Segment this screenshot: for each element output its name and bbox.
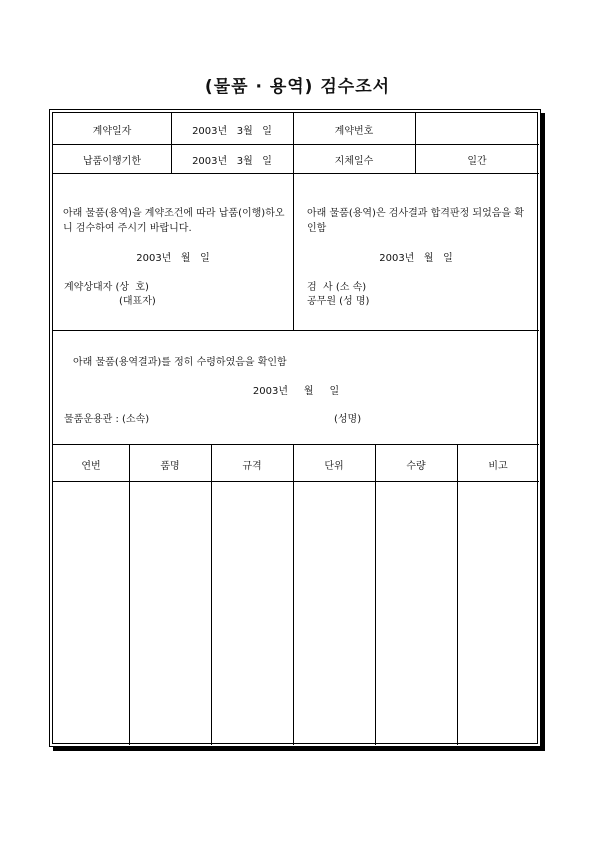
column-header-quantity: 수량 [406, 461, 426, 472]
contract-number-label: 계약번호 [334, 126, 374, 137]
delay-days-value: 일간 [467, 156, 487, 167]
column-header-spec: 규격 [242, 461, 262, 472]
receipt-confirm-text: 아래 물품(용역결과)를 정히 수령하였음을 확인함 [73, 357, 287, 368]
inspection-form [49, 109, 541, 747]
table-col-divider [457, 444, 458, 745]
receipt-confirm-date: 2003년 월 일 [252, 386, 340, 397]
inspection-result-text: 아래 물품(용역)은 검사결과 합격판정 되었음을 확인함 [307, 208, 524, 234]
column-header-unit: 단위 [324, 461, 344, 472]
section-divider [53, 330, 539, 331]
property-manager-label: 물품운용관 : (소속) [64, 414, 150, 425]
form-inner-border [52, 112, 538, 744]
delivery-deadline-value: 2003년 3월 일 [192, 156, 272, 167]
table-header-divider [53, 481, 539, 482]
document-title: (물품 · 용역) 검수조서 [204, 77, 391, 97]
row-divider [53, 144, 539, 145]
property-manager-name: (성명) [334, 414, 362, 425]
column-header-serial: 연번 [81, 461, 101, 472]
representative-label: (대표자) [119, 296, 156, 307]
inspection-result-date: 2003년 월 일 [379, 253, 453, 264]
official-label: 공무원 (성 명) [307, 296, 370, 307]
table-col-divider [375, 444, 376, 745]
inspector-label: 검 사 (소 속) [307, 282, 367, 293]
column-header-item-name: 품명 [160, 461, 180, 472]
delivery-request-text: 아래 물품(용역)을 계약조건에 따라 납품(이행)하오니 검수하여 주시기 바랍니다. [63, 208, 285, 234]
delivery-request-date: 2003년 월 일 [136, 253, 210, 264]
contractor-label: 계약상대자 (상 호) [64, 282, 149, 293]
table-col-divider [293, 444, 294, 745]
table-col-divider [211, 444, 212, 745]
table-col-divider [129, 444, 130, 745]
section-divider [53, 444, 539, 445]
delivery-deadline-label: 납품이행기한 [83, 156, 141, 167]
contract-date-value: 2003년 3월 일 [192, 126, 272, 137]
delay-days-label: 지체일수 [334, 156, 374, 167]
row-divider [53, 173, 539, 174]
column-header-remarks: 비고 [488, 461, 508, 472]
col-divider [293, 113, 294, 330]
contract-date-label: 계약일자 [92, 126, 132, 137]
